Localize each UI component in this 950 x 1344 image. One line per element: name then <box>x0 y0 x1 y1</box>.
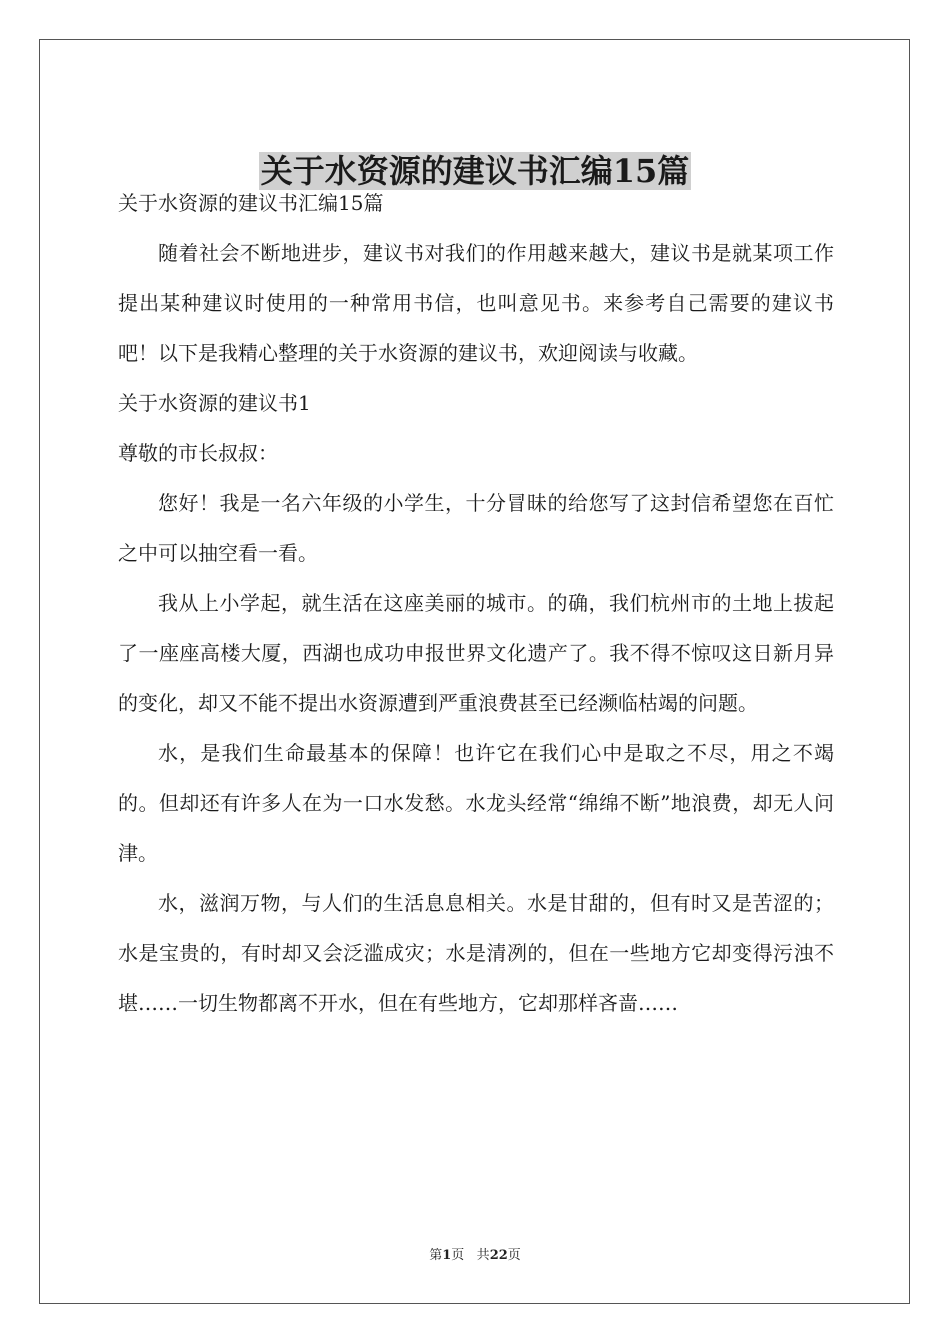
total-pages: 22 <box>489 1248 508 1263</box>
paragraph: 我从上小学起，就生活在这座美丽的城市。的确，我们杭州市的土地上拔起了一座座高楼大厦，西湖也成功申报世界文化遗产了。我不得不惊叹这日新月异的变化，却又不能不提出水资源遭到严重浪费甚至已经濒临枯竭的问题。 <box>118 591 834 715</box>
paragraph: 您好！我是一名六年级的小学生，十分冒昧的给您写了这封信希望您在百忙之中可以抽空看一看。 <box>118 491 834 565</box>
paragraph: 尊敬的市长叔叔： <box>118 441 278 465</box>
total-suffix: 页 <box>507 1248 521 1263</box>
document-body <box>118 178 834 1028</box>
page-number: 1 <box>442 1248 452 1263</box>
paragraph: 关于水资源的建议书1 <box>118 391 311 415</box>
paragraph: 水，是我们生命最基本的保障！也许它在我们心中是取之不尽，用之不竭的。但却还有许多人在为一口水发愁。水龙头经常“绵绵不断”地浪费，却无人问津。 <box>118 741 834 865</box>
total-prefix: 共 <box>476 1248 490 1263</box>
paragraph: 随着社会不断地进步，建议书对我们的作用越来越大，建议书是就某项工作提出某种建议时使用的一种常用书信，也叫意见书。来参考自己需要的建议书吧！以下是我精心整理的关于水资源的建议书，欢迎阅读与收藏。 <box>118 241 834 365</box>
paragraph: 关于水资源的建议书汇编15篇 <box>118 191 384 215</box>
page-footer <box>0 1246 950 1266</box>
title-text: 关于水资源的建议书汇编15篇 <box>260 152 690 191</box>
page-prefix: 第 <box>429 1248 443 1263</box>
page-suffix: 页 <box>451 1248 465 1263</box>
paragraph: 水，滋润万物，与人们的生活息息相关。水是甘甜的，但有时又是苦涩的；水是宝贵的，有时却又会泛滥成灾；水是清冽的，但在一些地方它却变得污浊不堪……一切生物都离不开水，但在有些地方，它却那样吝啬…… <box>118 891 834 1015</box>
